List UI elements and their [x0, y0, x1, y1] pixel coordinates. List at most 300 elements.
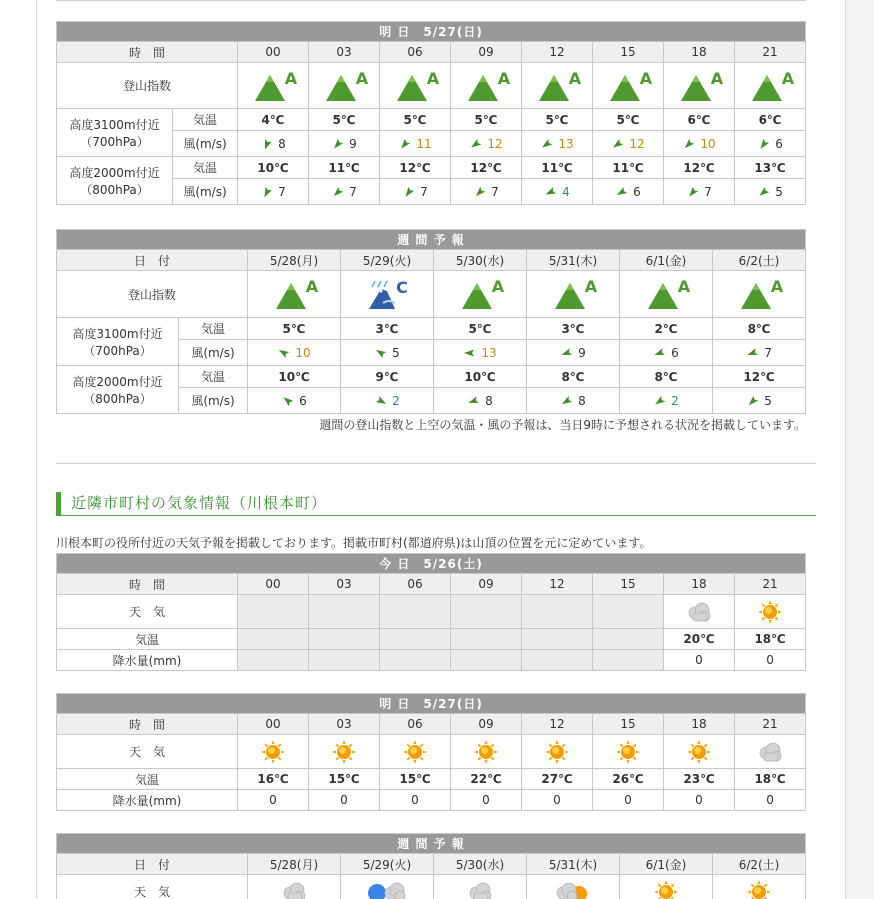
sunny-icon	[522, 739, 592, 765]
temp-cell: 9℃	[341, 366, 434, 388]
date-cell: 5/31(木)	[527, 854, 620, 875]
temp-cell: 26℃	[593, 769, 664, 790]
hour-cell: 00	[238, 574, 309, 595]
precip-row	[57, 650, 806, 671]
wind-cell	[664, 131, 735, 157]
hpa-label: （800hPa）	[83, 391, 152, 406]
wind-speed: 6	[633, 184, 641, 199]
precip-cell	[380, 650, 451, 671]
wind-cell	[248, 388, 341, 414]
hour-cell: 03	[309, 574, 380, 595]
town-week-table	[56, 833, 806, 899]
temp-cell: 27℃	[522, 769, 593, 790]
wind-cell	[664, 179, 735, 205]
mountain-index-cell	[620, 271, 713, 318]
wind-arrow-icon	[757, 185, 771, 199]
wind-speed: 4	[562, 184, 570, 199]
wind-speed: 8	[278, 136, 286, 151]
precip-cell: 0	[451, 790, 522, 811]
alt2000-label	[57, 157, 173, 205]
temp-cell: 22℃	[451, 769, 522, 790]
alt3100-label	[57, 318, 179, 366]
wind-arrow-icon	[374, 346, 388, 360]
mountain-index-icon	[253, 68, 298, 103]
precip-cell: 0	[664, 790, 735, 811]
temp-cell: 10℃	[434, 366, 527, 388]
wind-cell	[713, 388, 806, 414]
cloudy-icon	[248, 879, 340, 899]
wind-cell	[380, 131, 451, 157]
dates-row	[57, 854, 806, 875]
wind-cell	[735, 179, 806, 205]
weather-cell	[248, 875, 341, 899]
temp-cell: 5℃	[248, 318, 341, 340]
weather-cell	[309, 595, 380, 629]
date-cell: 5/30(水)	[434, 250, 527, 271]
mountain-index-cell	[593, 63, 664, 109]
mountain-week-table	[56, 229, 806, 414]
weather-cell	[380, 735, 451, 769]
svg-text:A: A	[284, 68, 298, 88]
sunny-icon	[309, 739, 379, 765]
hour-cell: 06	[380, 714, 451, 735]
hour-cell: 21	[735, 42, 806, 63]
section-divider	[56, 463, 816, 464]
cloudy-icon	[735, 739, 805, 765]
mountain-index-icon	[395, 68, 440, 103]
temp-cell: 5℃	[309, 109, 380, 131]
date-cell: 5/31(木)	[527, 250, 620, 271]
temp-cell: 3℃	[341, 318, 434, 340]
date-cell: 5/29(火)	[341, 854, 434, 875]
precip-cell: 0	[735, 650, 806, 671]
temp-cell: 18℃	[735, 769, 806, 790]
mountain-index-icon	[679, 68, 724, 103]
weather-cell	[451, 735, 522, 769]
svg-text:A: A	[677, 277, 691, 296]
temp-cell	[451, 629, 522, 650]
wind-arrow-icon	[467, 394, 481, 408]
wind-cell	[341, 388, 434, 414]
sunny-icon	[593, 739, 663, 765]
temp-2000-row	[57, 157, 806, 179]
temp-cell: 4℃	[238, 109, 309, 131]
precip-cell: 0	[735, 790, 806, 811]
temp-cell: 12℃	[713, 366, 806, 388]
wind-label: 風(m/s)	[173, 131, 238, 157]
mountain-index-cell	[735, 63, 806, 109]
temp-cell	[238, 629, 309, 650]
svg-text:A: A	[491, 277, 505, 296]
wind-cell	[309, 131, 380, 157]
wind-cell	[593, 179, 664, 205]
mountain-index-cell	[380, 63, 451, 109]
mountain-index-icon	[608, 68, 653, 103]
temp-cell: 11℃	[522, 157, 593, 179]
hour-cell: 21	[735, 574, 806, 595]
wind-arrow-icon	[463, 346, 477, 360]
precip-cell	[238, 650, 309, 671]
hour-cell: 21	[735, 714, 806, 735]
mountain-index-icon	[646, 277, 691, 311]
wind-arrow-icon	[653, 394, 667, 408]
weather-cell	[664, 595, 735, 629]
temp-row	[57, 769, 806, 790]
weather-label: 天 気	[57, 875, 248, 899]
climb-index-row	[57, 63, 806, 109]
alt-label: 高度2000m付近	[72, 374, 163, 389]
town-tomorrow-table	[56, 693, 806, 811]
temp-cell: 16℃	[238, 769, 309, 790]
mountain-index-icon	[274, 277, 319, 311]
precip-label: 降水量(mm)	[57, 790, 238, 811]
table-caption: 明 日 5/27(日)	[57, 22, 806, 42]
alt-label: 高度3100m付近	[72, 326, 163, 341]
wind-speed: 10	[295, 345, 311, 360]
time-label: 時 間	[57, 42, 238, 63]
precip-cell	[309, 650, 380, 671]
wind-arrow-icon	[540, 137, 554, 151]
climb-index-label: 登山指数	[57, 63, 238, 109]
temp-cell: 5℃	[522, 109, 593, 131]
wind-cell	[451, 131, 522, 157]
table-caption: 週 間 予 報	[57, 230, 806, 250]
date-cell: 5/29(火)	[341, 250, 434, 271]
section-title: 近隣市町村の気象情報（川根本町）	[56, 492, 816, 516]
mountain-index-icon	[466, 68, 511, 103]
wind-speed: 13	[481, 345, 497, 360]
wind-speed: 7	[764, 345, 772, 360]
hour-cell: 06	[380, 574, 451, 595]
week-forecast-note: 週間の登山指数と上空の気温・風の予報は、当日9時に予想される状況を掲載しています。	[319, 418, 806, 432]
temp-cell: 10℃	[238, 157, 309, 179]
sunny-icon	[735, 599, 805, 625]
temp-cell: 20℃	[664, 629, 735, 650]
mountain-index-icon	[324, 68, 369, 103]
wind-arrow-icon	[473, 185, 487, 199]
hour-cell: 15	[593, 42, 664, 63]
date-cell: 6/2(土)	[713, 854, 806, 875]
wind-arrow-icon	[331, 185, 345, 199]
hpa-label: （800hPa）	[80, 182, 149, 197]
temp-cell: 6℃	[664, 109, 735, 131]
time-label: 時 間	[57, 714, 238, 735]
temp-label: 気温	[57, 629, 238, 650]
mountain-index-cell	[238, 63, 309, 109]
wind-speed: 5	[392, 345, 400, 360]
mountain-index-icon	[739, 277, 784, 311]
hour-cell: 06	[380, 42, 451, 63]
wind-cell	[620, 340, 713, 366]
sunny-icon	[713, 879, 805, 899]
svg-text:A: A	[355, 68, 369, 88]
hour-cell: 00	[238, 42, 309, 63]
wind-cell	[522, 131, 593, 157]
hour-cell: 09	[451, 42, 522, 63]
wind-speed: 10	[700, 136, 716, 151]
hours-row	[57, 574, 806, 595]
temp-2000-row	[57, 366, 806, 388]
date-cell: 6/1(金)	[620, 854, 713, 875]
hour-cell: 12	[522, 42, 593, 63]
mountain-index-icon	[460, 277, 505, 311]
wind-arrow-icon	[398, 137, 412, 151]
weather-row	[57, 595, 806, 629]
wind-speed: 8	[578, 393, 586, 408]
temp-cell: 12℃	[664, 157, 735, 179]
temp-cell: 5℃	[380, 109, 451, 131]
mountain-index-cell	[527, 271, 620, 318]
wind-speed: 2	[671, 393, 679, 408]
weather-cell	[593, 735, 664, 769]
precip-cell: 0	[593, 790, 664, 811]
wind-arrow-icon	[746, 394, 760, 408]
hours-row	[57, 714, 806, 735]
page-scroll-gutter	[846, 0, 874, 899]
weather-cell	[713, 875, 806, 899]
wind-arrow-icon	[544, 185, 558, 199]
sunny-icon	[620, 879, 712, 899]
precip-cell: 0	[309, 790, 380, 811]
mountain-index-icon	[750, 68, 795, 103]
temp-cell: 11℃	[593, 157, 664, 179]
wind-speed: 7	[420, 184, 428, 199]
svg-text:A: A	[568, 68, 582, 88]
weather-cell	[522, 595, 593, 629]
wind-cell	[434, 388, 527, 414]
wind-speed: 11	[416, 136, 432, 151]
temp-cell: 2℃	[620, 318, 713, 340]
mountain-index-cell	[664, 63, 735, 109]
table-caption: 今 日 5/26(土)	[57, 554, 806, 574]
wind-arrow-icon	[653, 346, 667, 360]
wind-arrow-icon	[611, 137, 625, 151]
wind-speed: 13	[558, 136, 574, 151]
wind-label: 風(m/s)	[179, 388, 248, 414]
wind-arrow-icon	[686, 185, 700, 199]
weather-cell	[451, 595, 522, 629]
svg-text:A: A	[639, 68, 653, 88]
sunny-icon	[664, 739, 734, 765]
svg-text:A: A	[770, 277, 784, 296]
wind-cell	[248, 340, 341, 366]
temp-label: 気温	[173, 109, 238, 131]
weather-cell	[238, 595, 309, 629]
weather-cell	[664, 735, 735, 769]
wind-speed: 5	[764, 393, 772, 408]
precip-cell: 0	[664, 650, 735, 671]
wind-arrow-icon	[757, 137, 771, 151]
weather-label: 天 気	[57, 735, 238, 769]
temp-cell: 10℃	[248, 366, 341, 388]
hour-cell: 09	[451, 714, 522, 735]
table-caption: 週 間 予 報	[57, 834, 806, 854]
dates-row	[57, 250, 806, 271]
temp-cell: 5℃	[451, 109, 522, 131]
alt3100-label	[57, 109, 173, 157]
weather-cell	[309, 735, 380, 769]
precip-cell: 0	[380, 790, 451, 811]
hour-cell: 12	[522, 574, 593, 595]
temp-row	[57, 629, 806, 650]
mountain-index-cell	[522, 63, 593, 109]
wind-cell	[238, 179, 309, 205]
wind-cell	[527, 388, 620, 414]
temp-label: 気温	[57, 769, 238, 790]
wind-speed: 12	[629, 136, 645, 151]
hour-cell: 18	[664, 714, 735, 735]
temp-cell: 12℃	[451, 157, 522, 179]
weather-cell	[735, 735, 806, 769]
wind-arrow-icon	[615, 185, 629, 199]
svg-text:A: A	[497, 68, 511, 88]
weather-cell	[522, 735, 593, 769]
precip-cell	[451, 650, 522, 671]
hour-cell: 03	[309, 42, 380, 63]
wind-speed: 7	[704, 184, 712, 199]
temp-cell: 5℃	[593, 109, 664, 131]
section-description: 川根本町の役所付近の天気予報を掲載しております。掲載市町村(都道府県)は山頂の位置を元に定めています。	[56, 536, 652, 550]
wind-cell	[593, 131, 664, 157]
wind-speed: 7	[278, 184, 286, 199]
svg-text:A: A	[710, 68, 724, 88]
wind-speed: 6	[775, 136, 783, 151]
svg-text:C: C	[396, 278, 408, 297]
wind-cell	[527, 340, 620, 366]
weather-row	[57, 875, 806, 899]
time-label: 時 間	[57, 574, 238, 595]
page-border-left	[36, 0, 37, 899]
mountain-index-cell	[713, 271, 806, 318]
temp-cell: 8℃	[713, 318, 806, 340]
wind-speed: 12	[487, 136, 503, 151]
sunny-icon	[238, 739, 308, 765]
wind-cell	[522, 179, 593, 205]
wind-cell	[341, 340, 434, 366]
wind-arrow-icon	[682, 137, 696, 151]
table-caption: 明 日 5/27(日)	[57, 694, 806, 714]
svg-text:A: A	[305, 277, 319, 296]
temp-3100-row	[57, 318, 806, 340]
weather-cell	[434, 875, 527, 899]
mountain-index-icon	[553, 277, 598, 311]
temp-cell: 13℃	[735, 157, 806, 179]
hpa-label: （700hPa）	[80, 134, 149, 149]
cloudy-icon	[434, 879, 526, 899]
date-cell: 6/1(金)	[620, 250, 713, 271]
wind-speed: 7	[491, 184, 499, 199]
weather-label: 天 気	[57, 595, 238, 629]
precip-cell	[522, 650, 593, 671]
mountain-index-icon	[537, 68, 582, 103]
wind-arrow-icon	[746, 346, 760, 360]
wind-speed: 9	[349, 136, 357, 151]
temp-cell: 8℃	[620, 366, 713, 388]
svg-text:A: A	[584, 277, 598, 296]
temp-cell: 11℃	[309, 157, 380, 179]
wind-speed: 6	[671, 345, 679, 360]
wind-arrow-icon	[281, 394, 295, 408]
wind-arrow-icon	[469, 137, 483, 151]
wind-cell	[380, 179, 451, 205]
temp-cell	[309, 629, 380, 650]
date-cell: 5/28(月)	[248, 250, 341, 271]
weather-row	[57, 735, 806, 769]
weather-cell	[593, 595, 664, 629]
weather-cell	[341, 875, 434, 899]
mountain-index-cell	[434, 271, 527, 318]
alt2000-label	[57, 366, 179, 414]
hour-cell: 15	[593, 714, 664, 735]
mountain-index-cell	[309, 63, 380, 109]
wind-arrow-icon	[260, 137, 274, 151]
svg-text:A: A	[781, 68, 795, 88]
hour-cell: 18	[664, 574, 735, 595]
hour-cell: 15	[593, 574, 664, 595]
temp-label: 気温	[179, 366, 248, 388]
wind-cell	[451, 179, 522, 205]
wind-arrow-icon	[277, 346, 291, 360]
mountain-tomorrow-table	[56, 21, 806, 205]
weather-cell	[527, 875, 620, 899]
temp-cell: 12℃	[380, 157, 451, 179]
weather-cell	[238, 735, 309, 769]
svg-text:A: A	[426, 68, 440, 88]
hpa-label: （700hPa）	[83, 343, 152, 358]
date-label: 日 付	[57, 250, 248, 271]
divider-top	[56, 0, 806, 1]
wind-arrow-icon	[560, 394, 574, 408]
weather-cell	[735, 595, 806, 629]
wind-cell	[309, 179, 380, 205]
temp-3100-row	[57, 109, 806, 131]
precip-cell: 0	[238, 790, 309, 811]
wind-arrow-icon	[402, 185, 416, 199]
wind-arrow-icon	[331, 137, 345, 151]
temp-cell: 5℃	[434, 318, 527, 340]
wind-speed: 7	[349, 184, 357, 199]
alt-label: 高度2000m付近	[69, 165, 160, 180]
wind-arrow-icon	[560, 346, 574, 360]
cloudy-icon	[664, 599, 734, 625]
temp-label: 気温	[179, 318, 248, 340]
climb-index-row	[57, 271, 806, 318]
hour-cell: 12	[522, 714, 593, 735]
precip-label: 降水量(mm)	[57, 650, 238, 671]
mountain-index-icon	[367, 277, 407, 311]
climb-index-label: 登山指数	[57, 271, 248, 318]
wind-cell	[620, 388, 713, 414]
wind-speed: 8	[485, 393, 493, 408]
temp-cell: 6℃	[735, 109, 806, 131]
temp-label: 気温	[173, 157, 238, 179]
date-cell: 5/28(月)	[248, 854, 341, 875]
temp-cell: 23℃	[664, 769, 735, 790]
wind-cell	[238, 131, 309, 157]
temp-cell: 8℃	[527, 366, 620, 388]
sunny-icon	[451, 739, 521, 765]
wind-cell	[434, 340, 527, 366]
precip-cell	[593, 650, 664, 671]
temp-cell: 15℃	[309, 769, 380, 790]
hours-row	[57, 42, 806, 63]
temp-cell	[522, 629, 593, 650]
wind-arrow-icon	[374, 394, 388, 408]
town-today-table	[56, 553, 806, 671]
hour-cell: 18	[664, 42, 735, 63]
sunny-icon	[380, 739, 450, 765]
hour-cell: 03	[309, 714, 380, 735]
